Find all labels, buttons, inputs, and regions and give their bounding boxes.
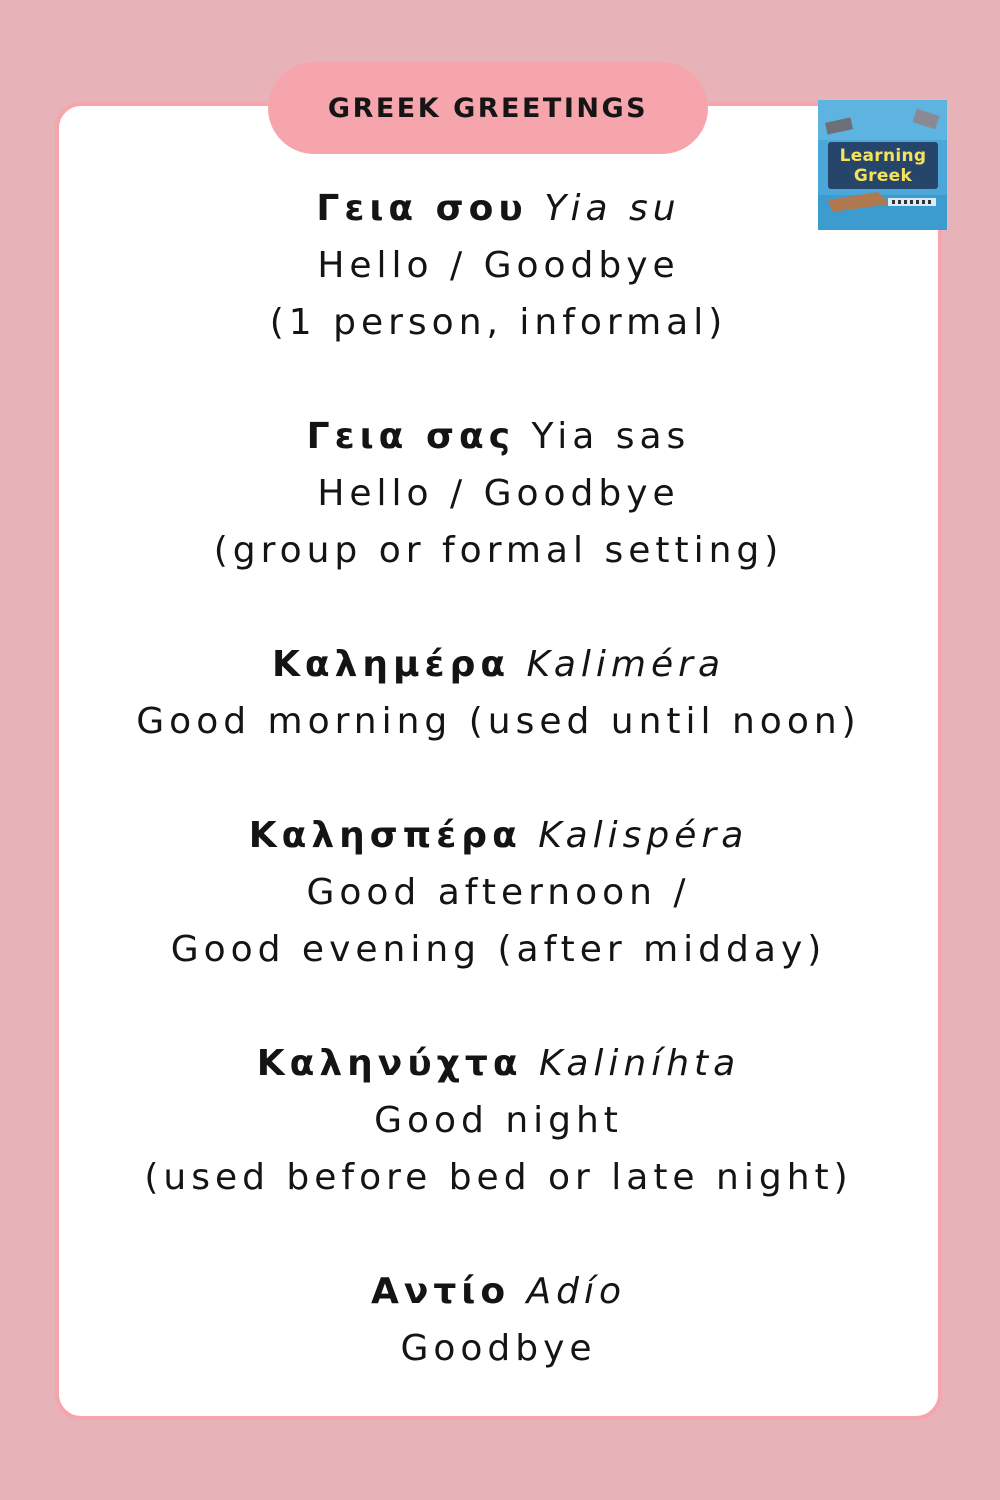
greek-word: Καληνύχτα <box>256 1043 523 1084</box>
greeting-entry-kalinihta <box>55 1035 942 1206</box>
greeting-entry-yia-su <box>55 180 942 351</box>
translation-line: Good night <box>374 1100 623 1141</box>
greek-word: Γεια σας <box>306 416 516 457</box>
usage-note: (used before bed or late night) <box>144 1157 853 1198</box>
transliteration: Yia su <box>544 188 681 229</box>
logo-line-2: Greek <box>853 166 913 186</box>
greek-word: Αντίο <box>370 1271 511 1312</box>
transliteration: Kaliníhta <box>539 1043 741 1084</box>
page-title: GREEK GREETINGS <box>327 92 649 124</box>
greeting-heading <box>55 408 942 465</box>
translation-line: Good afternoon / <box>306 872 691 913</box>
greeting-entry-adio <box>55 1263 942 1377</box>
logo-wordmark <box>828 142 938 189</box>
greeting-entry-kalispera <box>55 807 942 978</box>
greetings-list <box>55 180 942 1434</box>
greeting-heading <box>55 636 942 693</box>
translation-line: Goodbye <box>400 1328 597 1369</box>
usage-note: (group or formal setting) <box>213 530 784 571</box>
usage-note: (1 person, informal) <box>269 302 728 343</box>
translation-line: Hello / Goodbye <box>317 473 680 514</box>
greeting-entry-kalimera <box>55 636 942 750</box>
title-badge <box>268 62 708 154</box>
transliteration: Adío <box>526 1271 627 1312</box>
greeting-entry-yia-sas <box>55 408 942 579</box>
transliteration: Yia sas <box>531 416 691 457</box>
translation-line: Good morning (used until noon) <box>136 701 861 742</box>
greek-word: Καλημέρα <box>272 644 511 685</box>
greeting-heading <box>55 807 942 864</box>
logo-line-1: Learning <box>839 146 927 166</box>
transliteration: Kalispéra <box>538 815 749 856</box>
translation-line: Hello / Goodbye <box>317 245 680 286</box>
greeting-heading <box>55 1035 942 1092</box>
usage-note: Good evening (after midday) <box>170 929 827 970</box>
greeting-heading <box>55 1263 942 1320</box>
transliteration: Kaliméra <box>526 644 725 685</box>
greek-word: Καλησπέρα <box>248 815 522 856</box>
greeting-heading <box>55 180 942 237</box>
learning-greek-logo <box>818 100 947 230</box>
greek-word: Γεια σου <box>316 188 528 229</box>
